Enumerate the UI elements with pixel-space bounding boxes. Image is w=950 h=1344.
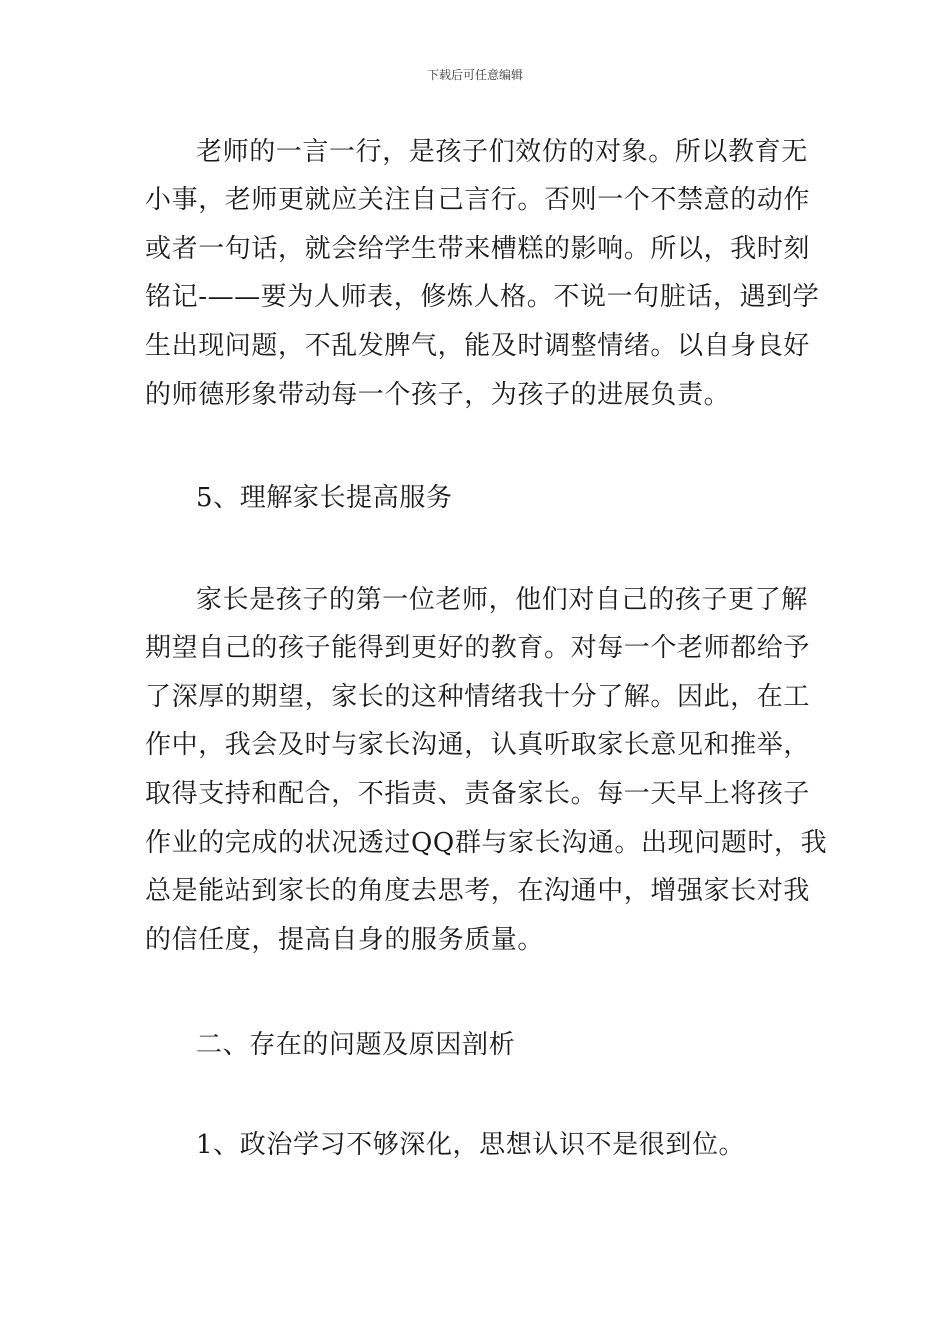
paragraph-line: 小事，老师更就应关注自己言行。否则一个不禁意的动作 [145,185,811,215]
paragraph-line: 期望自己的孩子能得到更好的教育。对每一个老师都给予 [145,633,811,663]
section-heading: 二、存在的问题及原因剖析 [196,1030,516,1060]
paragraph-line: 了深厚的期望，家长的这种情绪我十分了解。因此，在工 [145,682,811,712]
paragraph-line: 老师的一言一行，是孩子们效仿的对象。所以教育无 [196,137,808,167]
paragraph-line: 生出现问题，不乱发脾气，能及时调整情绪。以自身良好 [145,331,811,361]
paragraph-line: 作中，我会及时与家长沟通，认真听取家长意见和推举， [145,730,811,760]
section-heading: 5、理解家长提高服务 [196,483,453,513]
paragraph-line: 或者一句话，就会给学生带来槽糕的影响。所以，我时刻 [145,234,811,264]
paragraph-line: 的信任度，提高自身的服务质量。 [145,925,545,955]
paragraph-line: 的师德形象带动每一个孩子，为孩子的进展负责。 [145,380,731,410]
paragraph-line: 取得支持和配合，不指责、责备家长。每一天早上将孩子 [145,779,811,809]
paragraph-line: 总是能站到家长的角度去思考，在沟通中，增强家长对我 [145,876,811,906]
paragraph-line: 铭记-——要为人师表，修炼人格。不说一句脏话，遇到学 [145,282,820,312]
paragraph-line: 作业的完成的状况透过QQ群与家长沟通。出现问题时，我 [145,828,828,858]
paragraph-line: 家长是孩子的第一位老师，他们对自己的孩子更了解 [196,585,808,615]
page-header: 下载后可任意编辑 [426,68,523,82]
subsection-heading: 1、政治学习不够深化，思想认识不是很到位。 [196,1130,746,1160]
